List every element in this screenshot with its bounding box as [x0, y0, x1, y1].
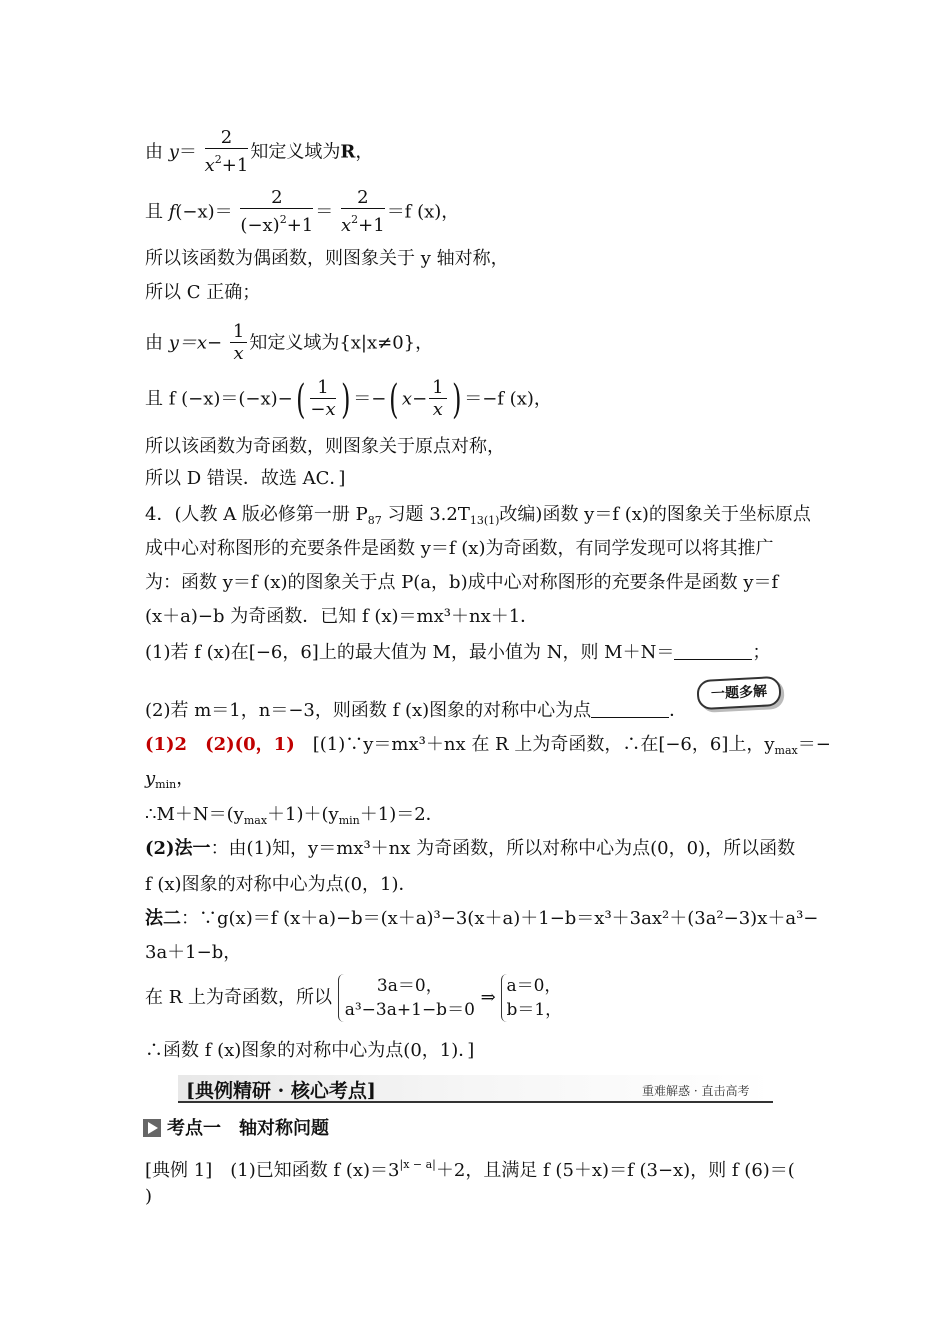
denominator: −x [310, 399, 336, 420]
text: (−x)＝ [175, 201, 233, 223]
numerator: 2 [240, 188, 313, 209]
line-d-wrong: 所以 D 错误．故选 AC．] [145, 468, 346, 489]
text: 且 [145, 388, 163, 410]
method-label: 法二 [145, 908, 181, 929]
method2-system [145, 974, 562, 1022]
text: y [145, 768, 156, 789]
text: ：由(1)知，y＝mx³＋nx 为奇函数，所以对称中心为点(0，0)，所以函数 [210, 838, 796, 859]
text: 改编)函数 y＝f (x)的图象关于坐标原点 [499, 504, 811, 525]
line-odd-conclusion: 所以该函数为奇函数，则图象关于原点对称， [145, 436, 505, 457]
answer-line3 [145, 802, 444, 834]
text: 知定义域为 [250, 141, 341, 163]
numerator: 2 [341, 188, 385, 209]
text: (2)若 m＝1，n＝−3，则函数 f (x)图象的对称中心为点 [145, 700, 592, 721]
numerator: 1 [230, 322, 247, 343]
equation: a＝0， [506, 976, 562, 996]
text: 习题 3.2T [381, 504, 470, 525]
right-paren: ) [340, 376, 351, 423]
denominator [341, 209, 385, 237]
text: 4．(人教 A 版必修第一册 P [145, 504, 368, 525]
q4-line3: 为：函数 y＝f (x)的图象关于点 P(a，b)成中心对称图形的充要条件是函数 y＝f [145, 572, 779, 593]
text: (1)若 f (x)在[−6，6]上的最大值为 M，最小值为 N，则 M＋N＝ [145, 642, 675, 663]
q4-line4: (x＋a)−b 为奇函数．已知 f (x)＝mx³＋nx＋1． [145, 606, 539, 627]
text: y [168, 141, 179, 163]
equation: b＝1， [506, 1000, 563, 1020]
text: ＋1)＋(y [267, 804, 339, 825]
right-paren: ) [451, 376, 462, 423]
text: ＝ [178, 141, 197, 163]
line-even-conclusion: 所以该函数为偶函数，则图象关于 y 轴对称， [145, 248, 509, 269]
line-c-correct: 所以 C 正确； [145, 282, 261, 303]
system-left [338, 974, 475, 1022]
fraction [240, 188, 313, 237]
text: 87 [367, 514, 382, 527]
equation: 3a＝0， [376, 976, 443, 996]
text: |x − a| [399, 1158, 436, 1171]
text: min [338, 814, 360, 827]
numerator: 1 [429, 378, 446, 399]
q4-part2 [145, 698, 687, 724]
text: 知定义域为{x|x≠0}， [249, 332, 434, 354]
method2-line2: 3a＋1−b， [145, 942, 242, 963]
text: ＋1)＝2． [359, 804, 444, 825]
answer-blank[interactable] [591, 699, 669, 718]
denominator: x [233, 343, 244, 364]
q4-part1 [145, 640, 770, 666]
play-triangle-icon [143, 1119, 161, 1137]
fraction [341, 188, 385, 237]
multi-solution-stamp: 一题多解 [696, 676, 781, 710]
method2-conclusion: ∴函数 f (x)图象的对称中心为点(0，1)．] [145, 1040, 475, 1061]
text: ＋2，且满足 f (5＋x)＝f (3−x)，则 f (6)＝( [435, 1160, 795, 1181]
q4-line2: 成中心对称图形的充要条件是函数 y＝f (x)为奇函数，有同学发现可以将其推广 [145, 538, 774, 559]
text: x [340, 215, 352, 236]
text: ； [752, 642, 771, 663]
denominator [205, 149, 249, 177]
numerator: 1 [310, 378, 335, 399]
line-domain-d [145, 322, 433, 365]
text: 2 [214, 153, 222, 166]
text: 且 [145, 201, 163, 223]
text: f (−x)＝(−x)− [168, 388, 293, 410]
text: 13(1) [469, 514, 500, 527]
denominator: x [432, 399, 443, 420]
text: max [774, 744, 798, 757]
text: [典例 1] (1)已知函数 f (x)＝3 [145, 1160, 400, 1181]
answer-key: (1)2 (2)(0，1) [145, 734, 295, 755]
text: 由 [145, 141, 163, 163]
text: ＝−f (x)， [464, 388, 552, 410]
method2-line1 [145, 906, 818, 932]
line-odd-proof [145, 378, 552, 421]
denominator [240, 209, 313, 237]
q4-line1 [145, 502, 811, 534]
text: 2 [351, 213, 359, 226]
text: ． [669, 700, 688, 721]
method-label: (2)法一 [145, 838, 211, 859]
text: ＝ [315, 201, 334, 223]
text: ， [355, 141, 374, 163]
text: ∴M＋N＝(y [145, 804, 244, 825]
numerator: 2 [205, 128, 249, 149]
method1-line2: f (x)图象的对称中心为点(0，1)． [145, 874, 417, 895]
answer-line1 [145, 732, 831, 764]
fraction [230, 322, 247, 365]
kaodian-heading [143, 1116, 329, 1142]
text: 由 [145, 332, 163, 354]
line-even-proof [145, 188, 459, 237]
example-line1 [145, 1152, 795, 1184]
answer-line2 [145, 766, 194, 798]
text: 2 [279, 213, 287, 226]
text: min [155, 778, 177, 791]
text: ＝− [353, 388, 387, 410]
text: [(1)∵y＝mx³＋nx 在 R 上为奇函数，∴在[−6，6]上，y [294, 734, 775, 755]
section-subtitle: 重难解惑 · 直击高考 [642, 1084, 750, 1098]
text: ：∵g(x)＝f (x＋a)−b＝(x＋a)³−3(x＋a)＋1−b＝x³＋3ax²＋(3a²−3)x＋a³− [181, 908, 819, 929]
text: x− [401, 388, 428, 410]
text: R [340, 141, 356, 163]
text: y＝x− [168, 332, 223, 354]
left-paren: ( [389, 376, 399, 423]
system-right [501, 974, 562, 1022]
text: f [168, 201, 176, 223]
fraction [429, 378, 446, 421]
fraction [205, 128, 249, 177]
method1-line1 [145, 836, 795, 862]
equation: a³−3a+1−b＝0 [344, 1000, 475, 1020]
line-domain-c [145, 128, 373, 177]
section-title: [典例精研 · 核心考点] [186, 1080, 376, 1102]
example-line2: ) [145, 1186, 153, 1207]
text: ＝− [797, 734, 831, 755]
text: +1 [358, 215, 385, 236]
text: ＝f (x)， [386, 201, 460, 223]
fraction [310, 378, 335, 421]
implies-symbol: ⇒ [480, 987, 496, 1008]
text: +1 [221, 155, 249, 176]
text: ， [176, 768, 195, 789]
text: (−x) [240, 215, 280, 236]
left-paren: ( [295, 376, 306, 423]
text: 在 R 上为奇函数，所以 [145, 987, 332, 1008]
text: max [243, 814, 268, 827]
text: x [204, 155, 215, 176]
text: +1 [286, 215, 314, 236]
text: 考点一 轴对称问题 [167, 1118, 329, 1139]
answer-blank[interactable] [674, 641, 752, 660]
